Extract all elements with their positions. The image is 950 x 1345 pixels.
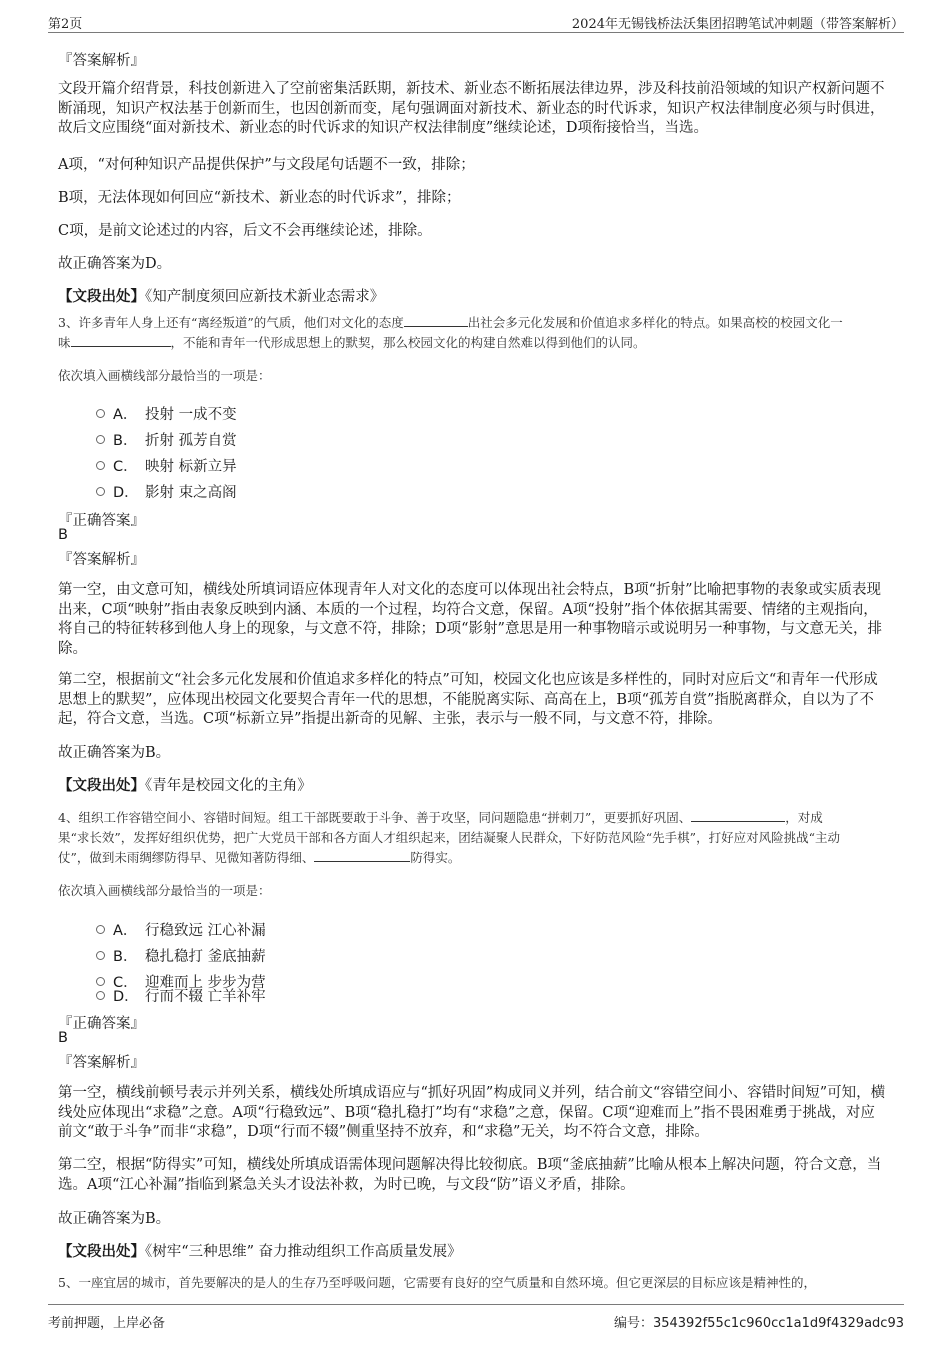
footer-code — [614, 1312, 904, 1331]
q3-prompt: 依次填入画横线部分最恰当的一项是： — [58, 368, 271, 383]
q3-source-title: 《青年是校园文化的主角》 — [145, 778, 312, 794]
q4-option-d[interactable]: D． 行而不辍 亡羊补牢 — [96, 985, 266, 1006]
q3-option-d[interactable]: D． 影射 束之高阁 — [96, 481, 237, 502]
footer-code-label: 编号： — [613, 1316, 653, 1331]
q3-analysis-para-1: 第一空，由文意可知，横线处所填词语应体现青年人对文化的态度可以体现出社会特点，B项“折射”比喻把事物的表象或实质表现出来，C项“映射”指由表象反映到内涵、本质的一个过程，均符合文意，保留。A项“投射”指个体依据其需要、情绪的主观指向，将自己的特征转移到他人身上的现象，与文意不符，排除；D项“影射”意思是用一种事物暗示或说明另一种事物，与文意无关，排除。 — [58, 582, 882, 657]
radio-icon[interactable] — [96, 435, 105, 444]
document-title: 2024年无锡钱桥法沃集团招聘笔试冲刺题（带答案解析） — [571, 17, 904, 32]
q2-source — [58, 285, 384, 306]
q3-analysis-label: 『答案解析』 — [58, 552, 145, 568]
q5-stem: 5、一座宜居的城市，首先要解决的是人的生存乃至呼吸问题，它需要有良好的空气质量和自然环境。但它更深层的目标应该是精神性的， — [58, 1275, 816, 1290]
q2-option-a-analysis: A项，“对何种知识产品提供保护”与文段尾句话题不一致，排除； — [58, 157, 475, 173]
q2-option-c-analysis: C项，是前文论述过的内容，后文不会再继续论述，排除。 — [58, 223, 432, 239]
radio-icon[interactable] — [96, 991, 105, 1000]
q4-correct-answer: B — [58, 1030, 68, 1046]
q3-source — [58, 774, 312, 795]
radio-icon[interactable] — [96, 951, 105, 960]
q3-source-label: 【文段出处】 — [58, 777, 145, 794]
q2-option-b-analysis: B项，无法体现如何回应“新技术、新业态的时代诉求”，排除； — [58, 190, 461, 206]
radio-icon[interactable] — [96, 487, 105, 496]
q4-analysis-label: 『答案解析』 — [58, 1055, 145, 1071]
radio-icon[interactable] — [96, 409, 105, 418]
q3-correct-answer: B — [58, 527, 68, 543]
q3-stem: 3、许多青年人身上还有“离经叛道”的气质，他们对文化的态度 出社会多元化发展和价值追求多样化的特点。如果高校的校园文化一 味 ，不能和青年一代形成思想上的默契，那么校园文化的构建自然难以得到他们的认同。 — [58, 315, 843, 350]
q4-option-c[interactable]: C． 迎难而上 步步为营 — [96, 971, 266, 992]
footer-code-value: 354392f55c1c960cc1a1d9f4329adc93 — [652, 1316, 904, 1331]
q4-source — [58, 1240, 462, 1261]
q3-conclusion: 故正确答案为B。 — [58, 745, 171, 761]
q2-source-title: 《知产制度须回应新技术新业态需求》 — [145, 289, 385, 305]
q4-analysis-para-2: 第二空，根据“防得实”可知，横线处所填成语需体现问题解决得比较彻底。B项“釜底抽薪”比喻从根本上解决问题，符合文意，当选。A项“江心补漏”指临到紧急关头才设法补救，为时已晚，与文段“防”语义矛盾，排除。 — [58, 1157, 882, 1193]
q4-option-a[interactable]: A． 行稳致远 江心补漏 — [96, 919, 266, 940]
q3-option-a[interactable]: A． 投射 一成不变 — [96, 403, 237, 424]
q4-blank-1 — [691, 809, 785, 822]
q3-blank-2 — [71, 334, 171, 347]
q4-conclusion: 故正确答案为B。 — [58, 1211, 171, 1227]
q3-analysis-para-2: 第二空，根据前文“社会多元化发展和价值追求多样化的特点”可知，校园文化也应该是多样性的，同时对应后文“和青年一代形成思想上的默契”，应体现出校园文化要契合青年一代的思想，不能脱离实际、高高在上，B项“孤芳自赏”指脱离群众，自以为了不起，符合文意，当选。C项“标新立异”指提出新奇的见解、主张，表示与一般不同，与文意不符，排除。 — [58, 672, 878, 727]
page-number: 第2页 — [48, 17, 83, 32]
q4-correct-label: 『正确答案』 — [58, 1016, 145, 1032]
q4-prompt: 依次填入画横线部分最恰当的一项是： — [58, 883, 271, 898]
q3-blank-1 — [404, 314, 468, 327]
q4-source-label: 【文段出处】 — [58, 1243, 145, 1260]
radio-icon[interactable] — [96, 461, 105, 470]
q4-source-title: 《树牢“三种思维” 奋力推动组织工作高质量发展》 — [145, 1244, 462, 1260]
q3-option-b[interactable]: B． 折射 孤芳自赏 — [96, 429, 237, 450]
q4-option-b[interactable]: B． 稳扎稳打 釜底抽薪 — [96, 945, 266, 966]
q2-analysis-label: 『答案解析』 — [58, 53, 145, 69]
q2-analysis-para: 文段开篇介绍背景，科技创新进入了空前密集活跃期，新技术、新业态不断拓展法律边界，涉及科技前沿领域的知识产权新问题不断涌现，知识产权法基于创新而生，也因创新而变，尾句强调面对新技术、新业态的时代诉求，知识产权法律制度必须与时俱进，故后文应围绕“面对新技术、新业态的时代诉求的知识产权法律制度”继续论述，D项衔接恰当，当选。 — [58, 81, 885, 136]
q2-conclusion: 故正确答案为D。 — [58, 256, 172, 272]
q3-option-c[interactable]: C． 映射 标新立异 — [96, 455, 237, 476]
q4-analysis-para-1: 第一空，横线前顿号表示并列关系，横线处所填成语应与“抓好巩固”构成同义并列，结合前文“容错空间小、容错时间短”可知，横线处应体现出“求稳”之意。A项“行稳致远”、B项“稳扎稳打”均有“求稳”之意，保留。C项“迎难而上”指不畏困难勇于挑战，对应前文“敢于斗争”而非“求稳”，D项“行而不辍”侧重坚持不放弃，和“求稳”无关，均不符合文意，排除。 — [58, 1085, 886, 1140]
q2-source-label: 【文段出处】 — [58, 288, 145, 305]
q4-blank-2 — [314, 849, 410, 862]
q4-stem: 4、组织工作容错空间小、容错时间短。组工干部既要敢于斗争、善于攻坚，同问题隐患“拼刺刀”，更要抓好巩固、 ，对成 果“求长效”，发挥好组织优势，把广大党员干部和各方面人才组织起来，团结凝聚人民群众，下好防范风险“先手棋”，打好应对风险挑战“主动 仗”，做到未雨绸缪防得早、见微知著防得细、 防得实。 — [58, 810, 840, 865]
footer-divider — [48, 1304, 904, 1305]
radio-icon[interactable] — [96, 925, 105, 934]
footer-slogan: 考前押题，上岸必备 — [48, 1316, 166, 1331]
q3-correct-label: 『正确答案』 — [58, 513, 145, 529]
header-divider — [48, 32, 904, 33]
